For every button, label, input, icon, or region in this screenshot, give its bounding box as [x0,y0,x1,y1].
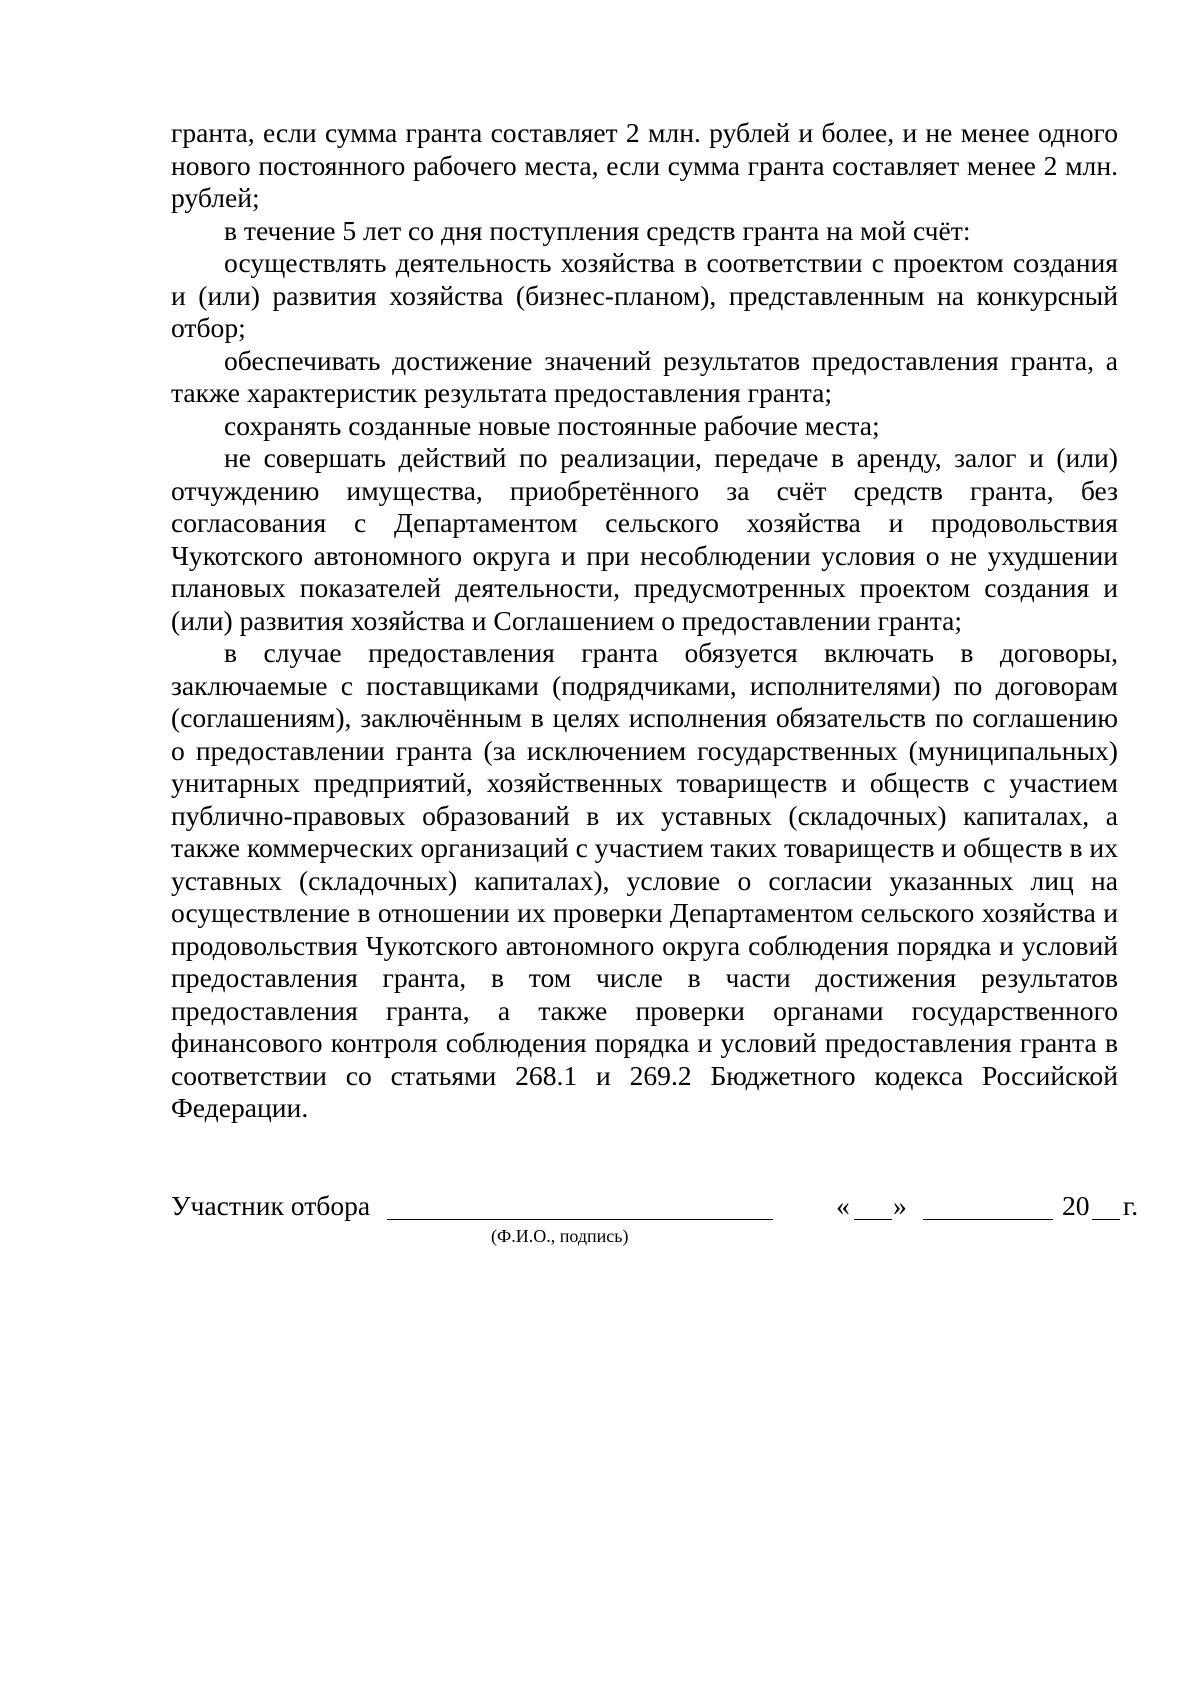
signature-block [171,1190,1139,1246]
paragraph-2: в течение 5 лет со дня поступления средств гранта на мой счёт: [224,214,971,246]
signature-line [387,1219,773,1220]
paragraph-6: не совершать действий по реализации, передаче в аренду, залог и (или) отчуждению имущества, приобретённого за счёт средств гранта, без согласования с Департаментом сельского хозяйства и продовольствия Чукотского автономного округа и при несоблюдении условия о не ухудшении плановых показателей деятельности, предусмотренных проектом создания и (или) развития хозяйства и Соглашением о предоставлении гранта; [171,442,1118,636]
date-year-suffix: г. [1123,1190,1139,1221]
date-day-line [854,1219,892,1220]
date-close-quote: » [893,1190,907,1221]
document-body [171,117,1118,1125]
paragraph-7: в случае предоставления гранта обязуется включать в договоры, заключаемые с поставщиками (подрядчиками, исполнителями) по договорам (соглашениям), заключённым в целях исполнения обязательств по соглашению о предоставлении гранта (за исключением государственных (муниципальных) унитарных предприятий, хозяйственных товариществ и обществ с участием публично-правовых образований в их уставных (складочных) капиталах, а также коммерческих организаций с участием таких товариществ и обществ в их уставных (складочных) капиталах), условие о согласии указанных лиц на осуществление в отношении их проверки Департаментом сельского хозяйства и продовольствия Чукотского автономного округа соблюдения порядка и условий предоставления гранта, в том числе в части достижения результатов предоставления гранта, а также проверки органами государственного финансового контроля соблюдения порядка и условий предоставления гранта в соответствии со статьями 268.1 и 269.2 Бюджетного кодекса Российской Федерации. [171,637,1118,1123]
paragraph-4: обеспечивать достижение значений результатов предоставления гранта, а также характеристик результата предоставления гранта; [171,344,1118,408]
date-month-line [923,1219,1053,1220]
date-year-line [1092,1219,1120,1220]
paragraph-5: сохранять созданные новые постоянные рабочие места; [224,409,880,441]
paragraph-1: гранта, если сумма гранта составляет 2 млн. рублей и более, и не менее одного нового постоянного рабочего места, если сумма гранта составляет менее 2 млн. рублей; [171,117,1118,213]
signature-caption: (Ф.И.О., подпись) [491,1226,629,1246]
participant-label: Участник отбора [171,1190,371,1221]
date-year-prefix: 20 [1062,1190,1090,1221]
paragraph-3: осуществлять деятельность хозяйства в соответствии с проектом создания и (или) развития хозяйства (бизнес-планом), представленным на конкурсный отбор; [171,247,1118,343]
date-open-quote: « [836,1190,850,1221]
